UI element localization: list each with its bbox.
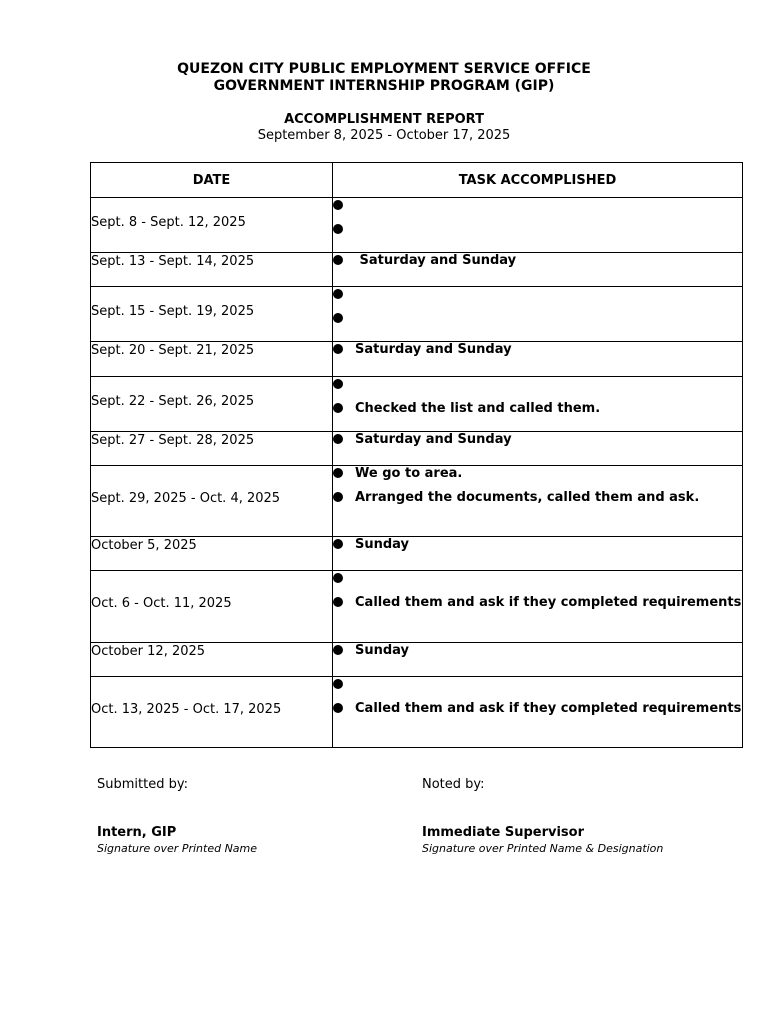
- task-bullet: [333, 253, 742, 269]
- task-bullet: [333, 311, 742, 327]
- bullet-dot-icon: [333, 313, 343, 323]
- date-cell: [91, 287, 333, 342]
- task-cell: [333, 571, 743, 643]
- task-bullet: [333, 287, 742, 303]
- date-text: Sept. 15 - Sept. 19, 2025: [91, 303, 255, 319]
- task-text: Checked the list and called them.: [355, 401, 601, 416]
- task-text: Saturday and Sunday: [355, 342, 512, 357]
- table-row: [91, 571, 743, 643]
- task-cell: [333, 198, 743, 253]
- date-text: Sept. 29, 2025 - Oct. 4, 2025: [91, 490, 281, 506]
- task-cell: [333, 253, 743, 287]
- table-row: [91, 377, 743, 432]
- table-body: [91, 198, 743, 748]
- task-cell: [333, 432, 743, 466]
- date-text: Oct. 6 - Oct. 11, 2025: [91, 596, 232, 611]
- date-cell: [91, 466, 333, 537]
- task-cell: [333, 342, 743, 377]
- bullet-dot-icon: [333, 703, 343, 713]
- column-header-task: TASK ACCOMPLISHED: [333, 163, 743, 198]
- bullet-dot-icon: [333, 379, 343, 389]
- bullet-dot-icon: [333, 344, 343, 354]
- column-header-date: DATE: [91, 163, 333, 198]
- table-row: [91, 253, 743, 287]
- date-text: October 5, 2025: [91, 538, 197, 553]
- noted-by-note: Signature over Printed Name & Designation: [422, 842, 664, 855]
- table-row: [91, 677, 743, 748]
- task-bullet: [333, 701, 742, 717]
- task-text: Called them and ask if they completed requirements: [355, 701, 742, 716]
- bullet-dot-icon: [333, 434, 343, 444]
- date-cell: [91, 253, 333, 287]
- table-row: [91, 466, 743, 537]
- bullet-dot-icon: [333, 255, 343, 265]
- date-cell: [91, 643, 333, 677]
- report-title: ACCOMPLISHMENT REPORT: [284, 112, 484, 127]
- task-text: Called them and ask if they completed requirements: [355, 595, 742, 610]
- task-cell: [333, 466, 743, 537]
- date-cell: [91, 377, 333, 432]
- table-row: [91, 287, 743, 342]
- table-row: [91, 643, 743, 677]
- date-text: Sept. 13 - Sept. 14, 2025: [91, 254, 255, 269]
- date-cell: [91, 342, 333, 377]
- bullet-dot-icon: [333, 468, 343, 478]
- task-bullet: [333, 401, 742, 417]
- date-text: Sept. 8 - Sept. 12, 2025: [91, 214, 246, 230]
- task-bullet: [333, 466, 742, 482]
- bullet-dot-icon: [333, 224, 343, 234]
- date-text: Oct. 13, 2025 - Oct. 17, 2025: [91, 701, 282, 717]
- bullet-dot-icon: [333, 289, 343, 299]
- submitted-by-label: Submitted by:: [97, 777, 188, 792]
- table-row: [91, 342, 743, 377]
- bullet-dot-icon: [333, 573, 343, 583]
- task-text: Sunday: [355, 537, 410, 552]
- task-text: Arranged the documents, called them and ask.: [355, 490, 700, 505]
- bullet-dot-icon: [333, 492, 343, 502]
- date-cell: [91, 432, 333, 466]
- accomplishment-table: [90, 162, 743, 748]
- task-cell: [333, 677, 743, 748]
- task-text: Saturday and Sunday: [355, 432, 512, 447]
- bullet-dot-icon: [333, 403, 343, 413]
- date-text: Sept. 27 - Sept. 28, 2025: [91, 433, 255, 448]
- date-text: Sept. 22 - Sept. 26, 2025: [91, 393, 255, 409]
- table-header-row: [91, 163, 743, 198]
- task-text: Sunday: [355, 643, 410, 658]
- organization-heading: [0, 61, 768, 95]
- task-bullet: [333, 537, 742, 553]
- task-bullet: [333, 643, 742, 659]
- task-cell: [333, 377, 743, 432]
- bullet-dot-icon: [333, 679, 343, 689]
- task-cell: [333, 643, 743, 677]
- date-text: October 12, 2025: [91, 644, 206, 659]
- table-row: [91, 537, 743, 571]
- report-period: September 8, 2025 - October 17, 2025: [257, 128, 511, 143]
- bullet-dot-icon: [333, 539, 343, 549]
- task-bullet: [333, 432, 742, 448]
- bullet-dot-icon: [333, 597, 343, 607]
- task-cell: [333, 287, 743, 342]
- task-bullet: [333, 677, 742, 693]
- submitted-by-note: Signature over Printed Name: [97, 842, 258, 855]
- table-row: [91, 432, 743, 466]
- bullet-dot-icon: [333, 645, 343, 655]
- org-line-1: QUEZON CITY PUBLIC EMPLOYMENT SERVICE OFFICE: [177, 61, 591, 77]
- noted-by-label: Noted by:: [422, 777, 485, 792]
- task-bullet: [333, 198, 742, 214]
- task-text: We go to area.: [355, 466, 463, 481]
- bullet-dot-icon: [333, 200, 343, 210]
- task-bullet: [333, 342, 742, 358]
- task-bullet: [333, 490, 742, 506]
- task-bullet: [333, 595, 742, 611]
- org-line-2: GOVERNMENT INTERNSHIP PROGRAM (GIP): [213, 78, 555, 94]
- task-text: Saturday and Sunday: [355, 253, 517, 268]
- date-cell: [91, 198, 333, 253]
- submitted-by-name: Intern, GIP: [97, 825, 177, 840]
- task-cell: [333, 537, 743, 571]
- task-bullet: [333, 377, 742, 393]
- table-row: [91, 198, 743, 253]
- date-cell: [91, 677, 333, 748]
- task-bullet: [333, 222, 742, 238]
- date-cell: [91, 571, 333, 643]
- date-cell: [91, 537, 333, 571]
- date-text: Sept. 20 - Sept. 21, 2025: [91, 343, 255, 358]
- noted-by-name: Immediate Supervisor: [422, 825, 584, 840]
- task-bullet: [333, 571, 742, 587]
